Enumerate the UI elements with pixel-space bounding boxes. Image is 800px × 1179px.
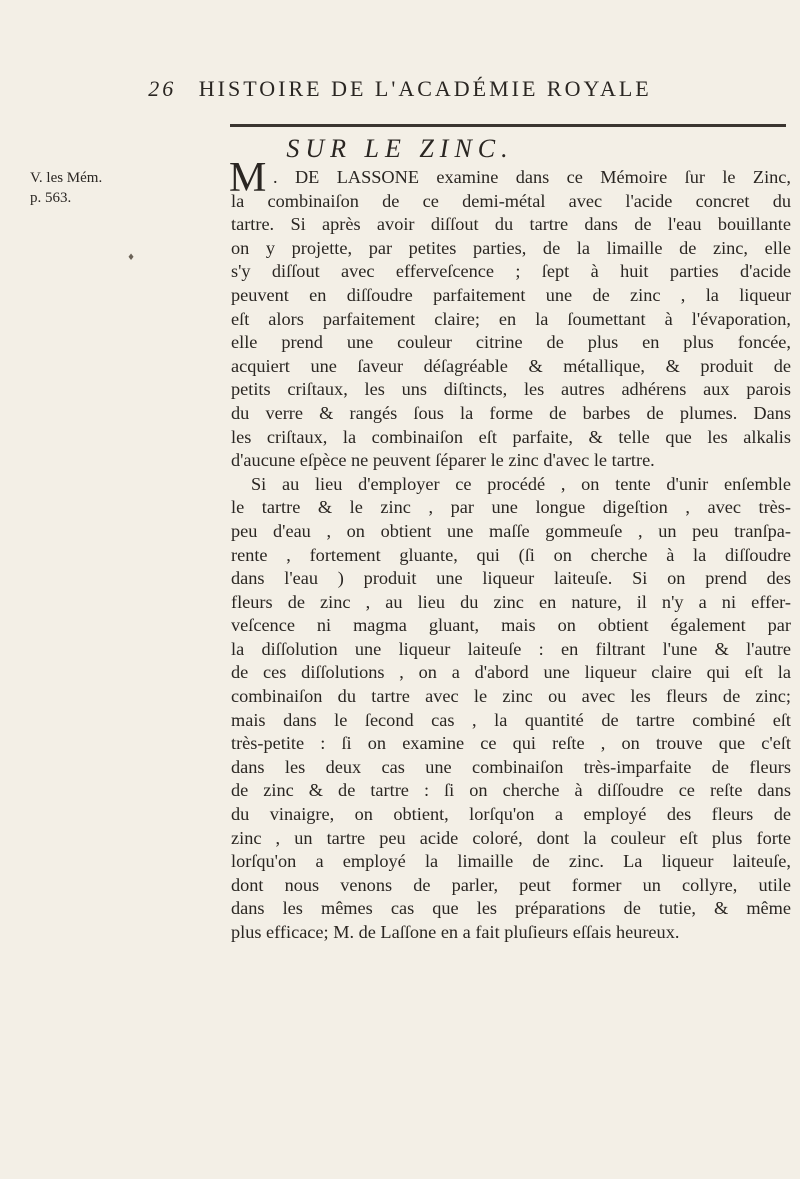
section-title: SUR LE ZINC. (286, 134, 514, 163)
text-line: peu d'eau , on obtient une maſſe gommeuſe , un peu tranſpa- (231, 520, 791, 541)
text-line: mais dans le ſecond cas , la quantité de tartre combiné eſt (231, 709, 791, 730)
text-line: dans les deux cas une combinaiſon très-imparfaite de fleurs (231, 756, 791, 777)
header-rule (230, 124, 786, 127)
text-line: de ces diſſolutions , on a d'abord une liqueur claire qui eſt la (231, 662, 791, 683)
text-line: acquiert une ſaveur déſagréable & métallique, & produit de (231, 355, 791, 376)
text-line: les criſtaux, la combinaiſon eſt parfaite, & telle que les alkalis (231, 426, 791, 447)
article-body (231, 166, 791, 945)
text-line: eſt alors parfaitement claire; en la ſoumettant à l'évaporation, (231, 308, 791, 329)
margin-note-line-1: V. les Mém. (30, 170, 103, 186)
text-line: très-petite : ſi on examine ce qui reſte , on trouve que c'eſt (231, 733, 791, 754)
text-line: tartre. Si après avoir diſſout du tartre dans de l'eau bouillante (231, 214, 791, 235)
running-title: HISTOIRE DE L'ACADÉMIE ROYALE (198, 76, 652, 101)
text-line: la combinaiſon de ce demi-métal avec l'acide concret du (231, 190, 791, 211)
text-line: rente , fortement gluante, qui (ſi on cherche à la diſſoudre (231, 544, 791, 565)
text-line: la diſſolution une liqueur laiteuſe : en filtrant l'une & l'autre (231, 638, 791, 659)
text-line: peuvent en diſſoudre parfaitement une de zinc , la liqueur (231, 284, 791, 305)
text-line: Si au lieu d'employer ce procédé , on tente d'unir enſemble (251, 473, 791, 494)
running-head (0, 76, 800, 102)
text-line: veſcence ni magma gluant, mais on obtient également par (231, 615, 791, 636)
text-line: d'aucune eſpèce ne peuvent ſéparer le zinc d'avec le tartre. (231, 450, 655, 471)
text-line: dont nous venons de parler, peut former un collyre, utile (231, 874, 791, 895)
text-line: on y projette, par petites parties, de la limaille de zinc, elle (231, 237, 791, 258)
margin-note-line-2: p. 563. (30, 190, 72, 206)
text-line: fleurs de zinc , au lieu du zinc en nature, il n'y a ni effer- (231, 591, 791, 612)
text-line: zinc , un tartre peu acide coloré, dont la couleur eſt plus forte (231, 827, 791, 848)
text-line: lorſqu'on a employé la limaille de zinc. La liqueur laiteuſe, (231, 851, 791, 872)
text-line: combinaiſon du tartre avec le zinc ou avec les fleurs de zinc; (231, 686, 791, 707)
printer-ornament-mark: ♦ (127, 253, 136, 263)
text-line: plus efficace; M. de Laſſone en a fait pluſieurs eſſais heureux. (231, 922, 680, 942)
text-line: petits criſtaux, les uns diſtincts, les autres adhérens aux parois (231, 379, 791, 400)
text-line: le tartre & le zinc , par une longue digeſtion , avec très- (231, 497, 791, 518)
text-line: s'y diſſout avec efferveſcence ; ſept à huit parties d'acide (231, 261, 791, 282)
page-number: 26 (148, 76, 177, 101)
text-line: du vinaigre, on obtient, lorſqu'on a employé des fleurs de (231, 804, 791, 825)
text-line: du verre & rangés ſous la forme de barbes de plumes. Dans (231, 402, 791, 423)
text-line: . DE LASSONE examine dans ce Mémoire ſur le Zinc, (273, 167, 791, 187)
drop-cap: M (229, 155, 267, 201)
text-line: elle prend une couleur citrine de plus en plus foncée, (231, 332, 791, 353)
text-line: dans l'eau ) produit une liqueur laiteuſe. Si on prend des (231, 568, 791, 589)
text-line: dans les mêmes cas que les préparations de tutie, & même (231, 898, 791, 919)
margin-note (30, 168, 102, 208)
text-line: de zinc & de tartre : ſi on cherche à diſſoudre ce reſte dans (231, 780, 791, 801)
